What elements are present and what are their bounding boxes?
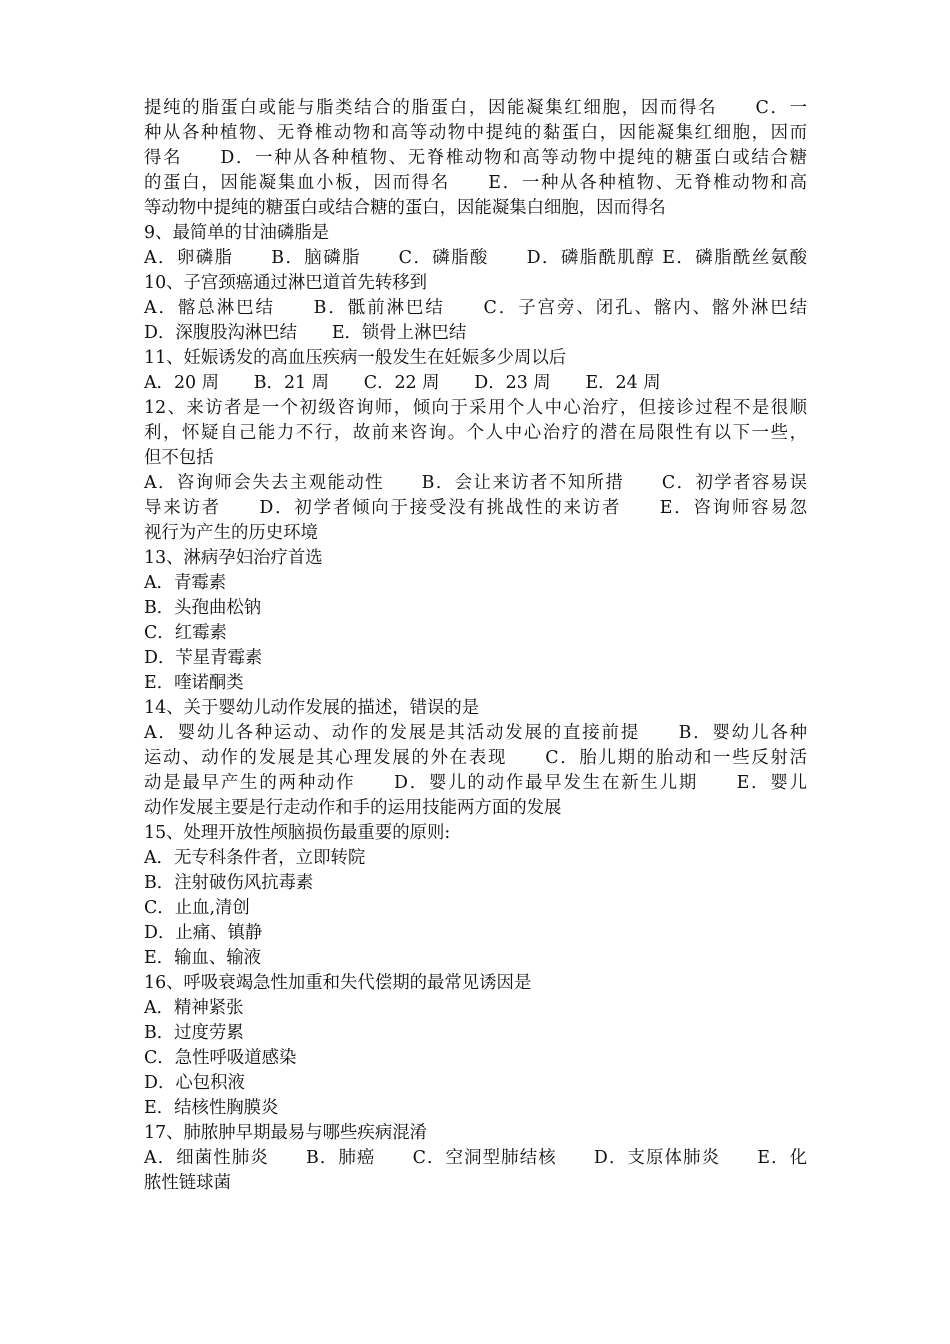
option-13-a: A．青霉素 [144,573,227,593]
options-14-cont: 动是最早产生的两种动作 D．婴儿的动作最早发生在新生儿期 E．婴儿 [144,773,807,793]
options-17: A．细菌性肺炎 B．肺癌 C．空洞型肺结核 D．支原体肺炎 E．化 [144,1148,807,1168]
option-13-e: E．喹诺酮类 [144,673,244,693]
options-12-cont: 导来访者 D．初学者倾向于接受没有挑战性的来访者 E．咨询师容易忽 [144,498,807,518]
text-line: 等动物中提纯的糖蛋白或结合糖的蛋白，因能凝集白细胞，因而得名 [144,198,666,218]
option-15-a: A．无专科条件者，立即转院 [144,848,366,868]
options-14-cont: 运动、动作的发展是其心理发展的外在表现 C．胎儿期的胎动和一些反射活 [144,748,807,768]
text-line: 提纯的脂蛋白或能与脂类结合的脂蛋白，因能凝集红细胞，因而得名 C．一 [144,98,807,118]
option-15-c: C．止血,清创 [144,898,250,918]
options-9: A．卵磷脂 B．脑磷脂 C．磷脂酸 D．磷脂酰肌醇 E．磷脂酰丝氨酸 [144,248,807,268]
question-11: 11、妊娠诱发的高血压疾病一般发生在妊娠多少周以后 [144,348,567,368]
options-17-end: 脓性链球菌 [144,1173,231,1193]
text-line: 得名 D．一种从各种植物、无脊椎动物和高等动物中提纯的糖蛋白或结合糖 [144,148,807,168]
option-16-c: C．急性呼吸道感染 [144,1048,297,1068]
question-13: 13、淋病孕妇治疗首选 [144,548,323,568]
question-12-end: 但不包括 [144,448,214,468]
option-16-b: B．过度劳累 [144,1023,244,1043]
text-line: 种从各种植物、无脊椎动物和高等动物中提纯的黏蛋白，因能凝集红细胞，因而 [144,123,807,143]
option-13-c: C．红霉素 [144,623,227,643]
options-12-end: 视行为产生的历史环境 [144,523,318,543]
text-line: 的蛋白，因能凝集血小板，因而得名 E．一种从各种植物、无脊椎动物和高 [144,173,807,193]
options-14: A．婴幼儿各种运动、动作的发展是其活动发展的直接前提 B．婴幼儿各种 [144,723,807,743]
question-12-cont: 利，怀疑自己能力不行，故前来咨询。个人中心治疗的潜在局限性有以下一些， [144,423,807,443]
option-16-e: E．结核性胸膜炎 [144,1098,279,1118]
option-16-a: A．精神紧张 [144,998,244,1018]
question-12: 12、来访者是一个初级咨询师，倾向于采用个人中心治疗，但接诊过程不是很顺 [144,398,807,418]
options-10: A．髂总淋巴结 B．骶前淋巴结 C．子宫旁、闭孔、髂内、髂外淋巴结 [144,298,807,318]
document-page [144,96,807,1196]
options-14-end: 动作发展主要是行走动作和手的运用技能两方面的发展 [144,798,562,818]
question-16: 16、呼吸衰竭急性加重和失代偿期的最常见诱因是 [144,973,532,993]
option-15-e: E．输血、输液 [144,948,262,968]
option-16-d: D．心包积液 [144,1073,245,1093]
question-17: 17、肺脓肿早期最易与哪些疾病混淆 [144,1123,427,1143]
option-13-d: D．苄星青霉素 [144,648,263,668]
option-13-b: B．头孢曲松钠 [144,598,262,618]
options-11: A．20 周 B．21 周 C．22 周 D．23 周 E．24 周 [144,373,661,393]
option-15-b: B．注射破伤风抗毒素 [144,873,314,893]
options-12: A．咨询师会失去主观能动性 B．会让来访者不知所措 C．初学者容易误 [144,473,807,493]
question-14: 14、关于婴幼儿动作发展的描述，错误的是 [144,698,480,718]
options-10-cont: D．深腹股沟淋巴结 E．锁骨上淋巴结 [144,323,467,343]
question-10: 10、子宫颈癌通过淋巴道首先转移到 [144,273,427,293]
option-15-d: D．止痛、镇静 [144,923,263,943]
question-9: 9、最简单的甘油磷脂是 [144,223,329,243]
question-15: 15、处理开放性颅脑损伤最重要的原则: [144,823,451,843]
